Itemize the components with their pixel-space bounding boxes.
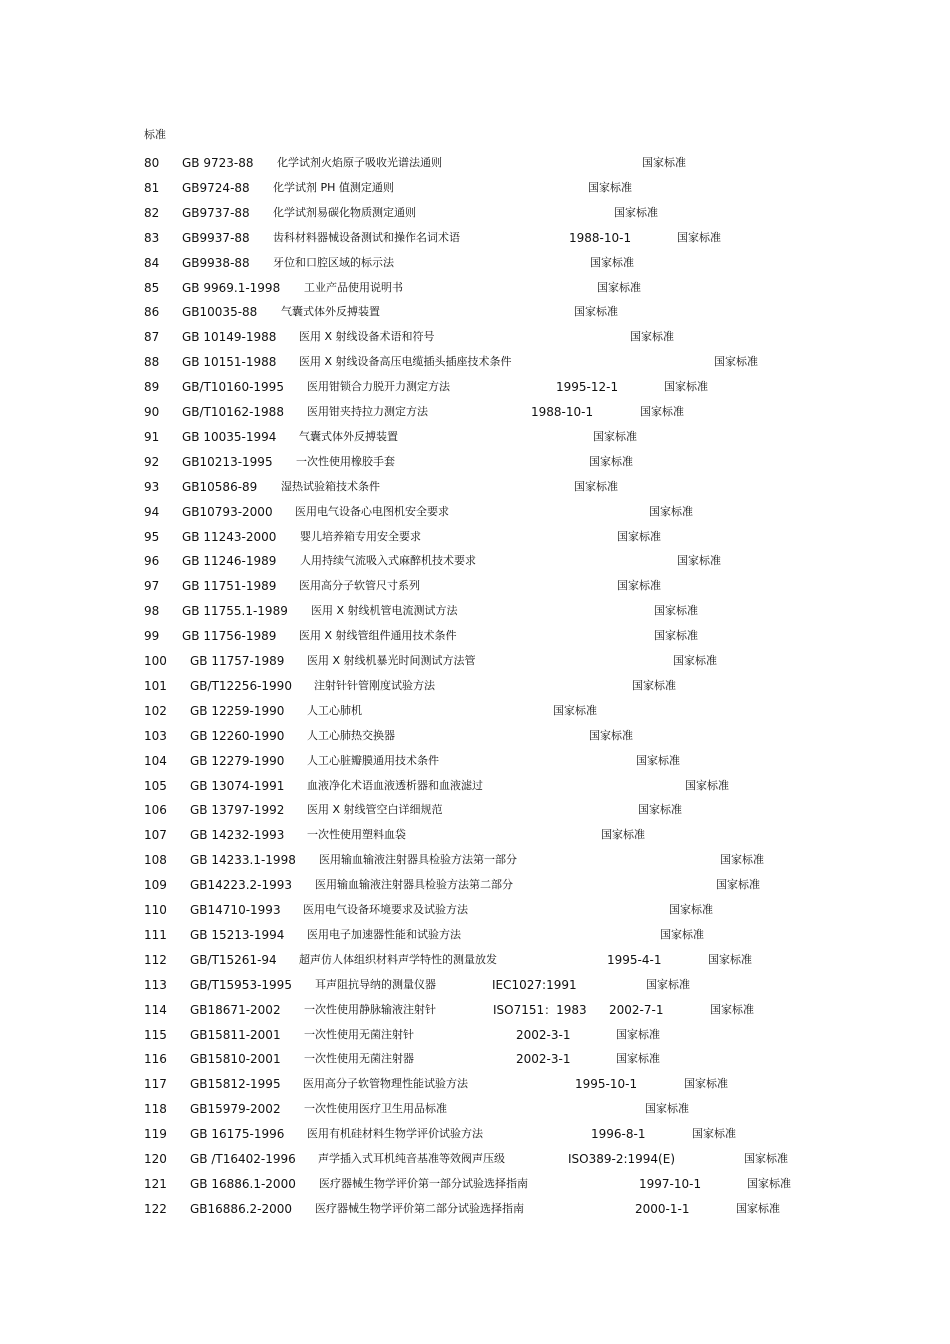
row-number: 82	[144, 206, 160, 220]
standard-title: 医用 X 射线设备高压电缆插头插座技术条件	[299, 355, 512, 368]
standard-code: GB14710-1993	[190, 903, 281, 917]
standard-title: 医用高分子软管物理性能试验方法	[303, 1077, 468, 1090]
effective-date: 1988-10-1	[531, 405, 594, 419]
standard-code: GB 9969.1-1998	[182, 281, 281, 295]
standard-title: 医疗器械生物学评价第二部分试验选择指南	[315, 1202, 524, 1215]
list-item	[0, 1052, 950, 1077]
standard-title: 医用 X 射线管空白详细规范	[307, 803, 443, 816]
standard-title: 气囊式体外反搏装置	[299, 430, 398, 443]
standard-type: 国家标准	[684, 1077, 728, 1090]
standard-type: 国家标准	[640, 405, 684, 418]
standard-type: 国家标准	[589, 455, 633, 468]
standard-code: GB9937-88	[182, 231, 250, 245]
list-item	[0, 256, 950, 281]
standard-code: GB10793-2000	[182, 505, 273, 519]
standard-title: 人工心肺热交换器	[307, 729, 395, 742]
standard-type: 国家标准	[736, 1202, 780, 1215]
standard-code: GB9737-88	[182, 206, 250, 220]
standard-code: GB 11757-1989	[190, 654, 285, 668]
standard-type: 国家标准	[645, 1102, 689, 1115]
list-item	[0, 1202, 950, 1227]
row-number: 111	[144, 928, 167, 942]
list-item	[0, 604, 950, 629]
row-number: 96	[144, 554, 160, 568]
list-item	[0, 455, 950, 480]
effective-date: 1988-10-1	[569, 231, 632, 245]
list-item	[0, 903, 950, 928]
standard-title: 医疗器械生物学评价第一部分试验选择指南	[319, 1177, 528, 1190]
effective-date: 1995-10-1	[575, 1077, 638, 1091]
list-item	[0, 828, 950, 853]
row-number: 122	[144, 1202, 167, 1216]
list-item	[0, 978, 950, 1003]
standard-title: 医用钳锁合力脱开力测定方法	[307, 380, 450, 393]
standard-code: GB 12279-1990	[190, 754, 285, 768]
standard-code: GB18671-2002	[190, 1003, 281, 1017]
standard-code: GB14223.2-1993	[190, 878, 293, 892]
standard-title: 医用高分子软管尺寸系列	[299, 579, 420, 592]
row-number: 115	[144, 1028, 167, 1042]
standard-code: GB 12260-1990	[190, 729, 285, 743]
row-number: 92	[144, 455, 160, 469]
standard-code: GB 15213-1994	[190, 928, 285, 942]
standard-title: 人用持续气流吸入式麻醉机技术要求	[300, 554, 476, 567]
list-item	[0, 953, 950, 978]
standard-type: 国家标准	[616, 1028, 660, 1041]
list-item	[0, 480, 950, 505]
list-item	[0, 629, 950, 654]
effective-date: 1996-8-1	[591, 1127, 646, 1141]
standard-code: GB /T16402-1996	[190, 1152, 296, 1166]
row-number: 108	[144, 853, 167, 867]
standard-code: GB 13797-1992	[190, 803, 285, 817]
list-item	[0, 231, 950, 256]
row-number: 88	[144, 355, 160, 369]
standard-title: 医用电气设备环境要求及试验方法	[303, 903, 468, 916]
effective-date: 2002-3-1	[516, 1028, 571, 1042]
standard-title: 超声仿人体组织材料声学特性的测量放发	[299, 953, 497, 966]
row-number: 95	[144, 530, 160, 544]
standard-title: 声学插入式耳机纯音基准等效阀声压级	[318, 1152, 505, 1165]
standard-code: GB 9723-88	[182, 156, 254, 170]
standard-title: 血液净化术语血液透析器和血液滤过	[307, 779, 483, 792]
standard-code: GB 12259-1990	[190, 704, 285, 718]
row-number: 110	[144, 903, 167, 917]
standard-code: GB 10149-1988	[182, 330, 277, 344]
standard-title: 牙位和口腔区域的标示法	[273, 256, 394, 269]
standard-type: 国家标准	[617, 530, 661, 543]
standard-title: 一次性使用无菌注射针	[304, 1028, 414, 1041]
equivalent-standard: ISO7151：1983	[493, 1003, 587, 1017]
row-number: 98	[144, 604, 160, 618]
standard-title: 化学试剂易碳化物质测定通则	[273, 206, 416, 219]
row-number: 85	[144, 281, 160, 295]
standard-title: 医用 X 射线设备术语和符号	[299, 330, 435, 343]
row-number: 83	[144, 231, 160, 245]
standard-code: GB/T15261-94	[190, 953, 277, 967]
list-item	[0, 505, 950, 530]
standard-type: 国家标准	[589, 729, 633, 742]
effective-date: 2002-7-1	[609, 1003, 664, 1017]
list-item	[0, 305, 950, 330]
standard-code: GB 14233.1-1998	[190, 853, 296, 867]
standard-code: GB 11243-2000	[182, 530, 277, 544]
list-item	[0, 754, 950, 779]
standard-type: 国家标准	[553, 704, 597, 717]
standard-title: 一次性使用静脉输液注射针	[304, 1003, 436, 1016]
standard-title: 婴儿培养箱专用安全要求	[300, 530, 421, 543]
standard-type: 国家标准	[747, 1177, 791, 1190]
standard-type: 国家标准	[646, 978, 690, 991]
standard-code: GB16886.2-2000	[190, 1202, 293, 1216]
standard-title: 工业产品使用说明书	[304, 281, 403, 294]
list-item	[0, 579, 950, 604]
standard-type: 国家标准	[677, 231, 721, 244]
row-number: 90	[144, 405, 160, 419]
standard-type: 国家标准	[654, 629, 698, 642]
list-item	[0, 156, 950, 181]
list-item	[0, 1127, 950, 1152]
standard-code: GB15811-2001	[190, 1028, 281, 1042]
row-number: 93	[144, 480, 160, 494]
list-item	[0, 1177, 950, 1202]
row-number: 106	[144, 803, 167, 817]
standard-type: 国家标准	[597, 281, 641, 294]
row-number: 87	[144, 330, 160, 344]
list-item	[0, 1003, 950, 1028]
standard-type: 国家标准	[654, 604, 698, 617]
row-number: 100	[144, 654, 167, 668]
standard-title: 医用 X 射线机管电流测试方法	[311, 604, 458, 617]
row-number: 105	[144, 779, 167, 793]
list-item	[0, 928, 950, 953]
standard-code: GB 11751-1989	[182, 579, 277, 593]
row-number: 101	[144, 679, 167, 693]
standard-code: GB 14232-1993	[190, 828, 285, 842]
row-number: 118	[144, 1102, 167, 1116]
list-item	[0, 779, 950, 804]
row-number: 99	[144, 629, 160, 643]
standard-title: 化学试剂火焰原子吸收光谱法通则	[277, 156, 442, 169]
standard-code: GB/T12256-1990	[190, 679, 292, 693]
standard-title: 一次性使用塑料血袋	[307, 828, 406, 841]
standard-code: GB15979-2002	[190, 1102, 281, 1116]
standard-type: 国家标准	[630, 330, 674, 343]
equivalent-standard: IEC1027:1991	[492, 978, 577, 992]
standard-type: 国家标准	[642, 156, 686, 169]
standard-code: GB/T10160-1995	[182, 380, 284, 394]
standard-type: 国家标准	[649, 505, 693, 518]
row-number: 112	[144, 953, 167, 967]
standard-type: 国家标准	[673, 654, 717, 667]
standard-title: 医用 X 射线管组件通用技术条件	[299, 629, 457, 642]
standard-type: 国家标准	[692, 1127, 736, 1140]
row-number: 91	[144, 430, 160, 444]
row-number: 94	[144, 505, 160, 519]
list-item	[0, 1077, 950, 1102]
standard-type: 国家标准	[574, 480, 618, 493]
standard-title: 医用 X 射线机暴光时间测试方法管	[307, 654, 476, 667]
standard-code: GB 16886.1-2000	[190, 1177, 296, 1191]
list-item	[0, 554, 950, 579]
row-number: 119	[144, 1127, 167, 1141]
standard-title: 医用输血输液注射器具检验方法第一部分	[319, 853, 517, 866]
standard-title: 湿热试验箱技术条件	[281, 480, 380, 493]
standard-type: 国家标准	[616, 1052, 660, 1065]
standard-title: 医用有机硅材料生物学评价试验方法	[307, 1127, 483, 1140]
row-number: 107	[144, 828, 167, 842]
standard-title: 人工心脏瓣膜通用技术条件	[307, 754, 439, 767]
row-number: 80	[144, 156, 160, 170]
row-number: 120	[144, 1152, 167, 1166]
standard-type: 国家标准	[593, 430, 637, 443]
effective-date: 2002-3-1	[516, 1052, 571, 1066]
standard-code: GB15812-1995	[190, 1077, 281, 1091]
list-item	[0, 1028, 950, 1053]
list-item	[0, 878, 950, 903]
standard-title: 齿科材料器械设备测试和操作名词术语	[273, 231, 460, 244]
row-number: 109	[144, 878, 167, 892]
row-number: 103	[144, 729, 167, 743]
standard-type: 国家标准	[714, 355, 758, 368]
row-number: 117	[144, 1077, 167, 1091]
list-item	[0, 281, 950, 306]
list-item	[0, 679, 950, 704]
standard-type: 国家标准	[636, 754, 680, 767]
standard-code: GB10213-1995	[182, 455, 273, 469]
list-item	[0, 355, 950, 380]
equivalent-standard: ISO389-2:1994(E)	[568, 1152, 675, 1166]
list-item	[0, 704, 950, 729]
standard-code: GB10586-89	[182, 480, 258, 494]
standard-type: 国家标准	[614, 206, 658, 219]
effective-date: 1995-4-1	[607, 953, 662, 967]
standard-type: 国家标准	[720, 853, 764, 866]
list-item	[0, 181, 950, 206]
standard-title: 一次性使用橡胶手套	[296, 455, 395, 468]
standard-type: 国家标准	[708, 953, 752, 966]
standard-type: 国家标准	[632, 679, 676, 692]
row-number: 113	[144, 978, 167, 992]
standard-type: 国家标准	[710, 1003, 754, 1016]
row-number: 81	[144, 181, 160, 195]
row-number: 104	[144, 754, 167, 768]
list-item	[0, 330, 950, 355]
row-number: 116	[144, 1052, 167, 1066]
standard-type: 国家标准	[601, 828, 645, 841]
standard-title: 一次性使用无菌注射器	[304, 1052, 414, 1065]
row-number: 86	[144, 305, 160, 319]
standard-type: 国家标准	[716, 878, 760, 891]
row-number: 121	[144, 1177, 167, 1191]
standard-type: 国家标准	[660, 928, 704, 941]
standard-title: 医用钳夹持拉力测定方法	[307, 405, 428, 418]
standard-type: 国家标准	[677, 554, 721, 567]
list-item	[0, 405, 950, 430]
standard-type: 国家标准	[590, 256, 634, 269]
effective-date: 1997-10-1	[639, 1177, 702, 1191]
section-heading: 标准	[144, 128, 166, 141]
row-number: 84	[144, 256, 160, 270]
standard-code: GB 16175-1996	[190, 1127, 285, 1141]
standard-title: 化学试剂 PH 值测定通则	[273, 181, 394, 194]
standard-code: GB 10035-1994	[182, 430, 277, 444]
row-number: 89	[144, 380, 160, 394]
standard-type: 国家标准	[617, 579, 661, 592]
standard-title: 气囊式体外反搏装置	[281, 305, 380, 318]
standard-title: 耳声阻抗导纳的测量仪器	[315, 978, 436, 991]
row-number: 102	[144, 704, 167, 718]
standard-code: GB 11755.1-1989	[182, 604, 288, 618]
standard-code: GB/T15953-1995	[190, 978, 292, 992]
standard-type: 国家标准	[664, 380, 708, 393]
row-number: 114	[144, 1003, 167, 1017]
list-item	[0, 803, 950, 828]
standard-code: GB 11246-1989	[182, 554, 277, 568]
list-item	[0, 853, 950, 878]
standard-code: GB15810-2001	[190, 1052, 281, 1066]
standard-title: 医用输血输液注射器具检验方法第二部分	[315, 878, 513, 891]
effective-date: 2000-1-1	[635, 1202, 690, 1216]
effective-date: 1995-12-1	[556, 380, 619, 394]
list-item	[0, 430, 950, 455]
row-number: 97	[144, 579, 160, 593]
list-item	[0, 530, 950, 555]
standard-type: 国家标准	[669, 903, 713, 916]
standard-type: 国家标准	[638, 803, 682, 816]
standard-code: GB 11756-1989	[182, 629, 277, 643]
standard-title: 医用电子加速器性能和试验方法	[307, 928, 461, 941]
list-item	[0, 654, 950, 679]
list-item	[0, 380, 950, 405]
standard-code: GB/T10162-1988	[182, 405, 284, 419]
standard-code: GB9938-88	[182, 256, 250, 270]
standard-code: GB 10151-1988	[182, 355, 277, 369]
standard-code: GB 13074-1991	[190, 779, 285, 793]
standard-code: GB9724-88	[182, 181, 250, 195]
list-item	[0, 729, 950, 754]
list-item	[0, 1152, 950, 1177]
list-item	[0, 206, 950, 231]
standard-title: 人工心肺机	[307, 704, 362, 717]
standard-title: 注射针针管刚度试验方法	[314, 679, 435, 692]
standard-type: 国家标准	[574, 305, 618, 318]
list-item	[0, 1102, 950, 1127]
standard-type: 国家标准	[685, 779, 729, 792]
standard-title: 医用电气设备心电图机安全要求	[295, 505, 449, 518]
standard-type: 国家标准	[588, 181, 632, 194]
standard-title: 一次性使用医疗卫生用品标准	[304, 1102, 447, 1115]
standard-type: 国家标准	[744, 1152, 788, 1165]
standard-code: GB10035-88	[182, 305, 258, 319]
